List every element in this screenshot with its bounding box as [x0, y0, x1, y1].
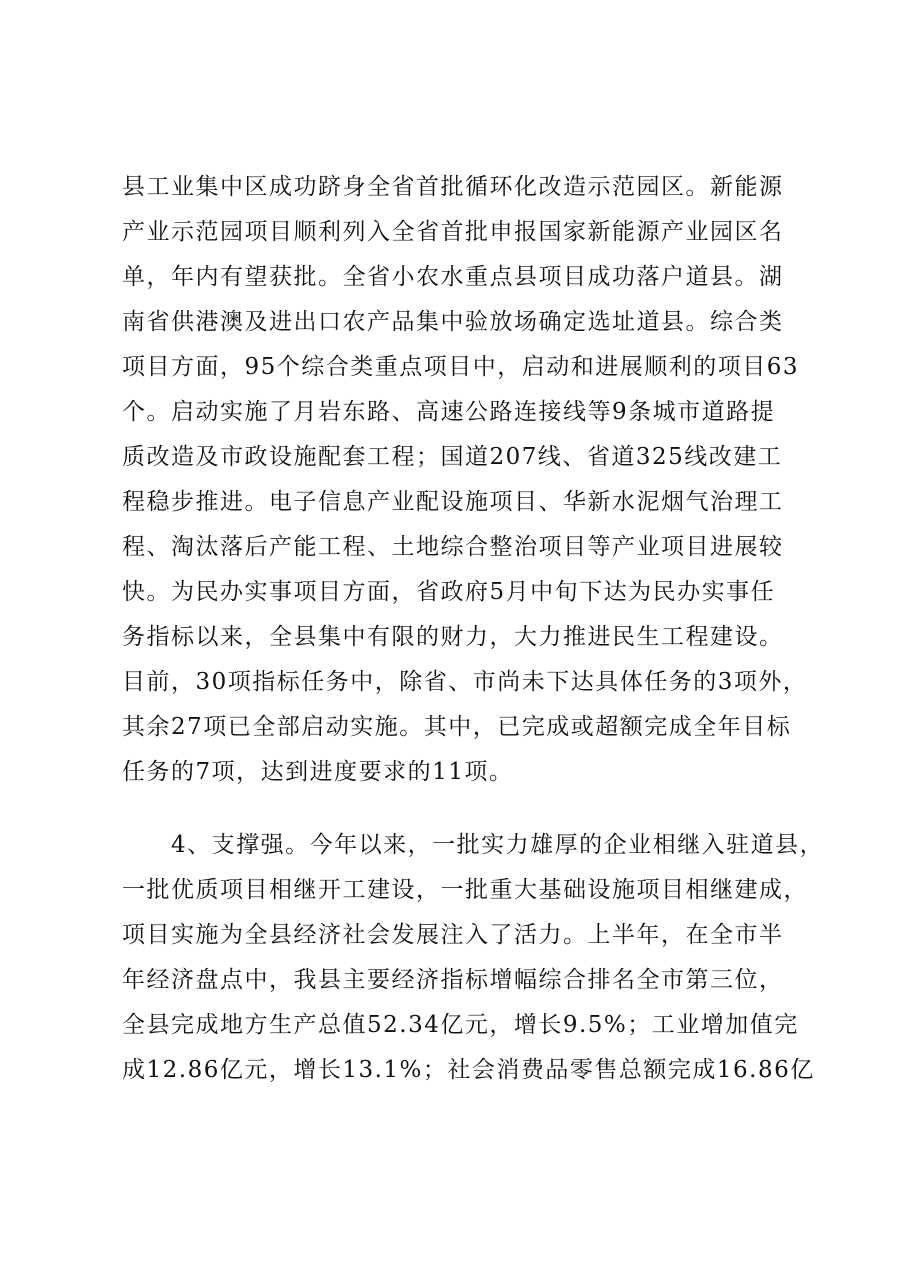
text-line: 程稳步推进。电子信息产业配设施项目、华新水泥烟气治理工: [122, 489, 784, 515]
text-line: 4、支撑强。今年以来，一批实力雄厚的企业相继入驻道县，: [122, 832, 825, 858]
text-line: 年经济盘点中，我县主要经济指标增幅综合排名全市第三位，: [122, 967, 784, 993]
text-line: 程、淘汰落后产能工程、土地综合整治项目等产业项目进展较: [122, 534, 784, 560]
text-line: 目前，30项指标任务中，除省、市尚未下达具体任务的3项外，: [122, 669, 808, 695]
text-line: 单，年内有望获批。全省小农水重点县项目成功落户道县。湖: [122, 264, 784, 290]
text-line: 务指标以来，全县集中有限的财力，大力推进民生工程建设。: [122, 624, 784, 650]
text-line: 任务的7项，达到进度要求的11项。: [122, 759, 514, 785]
text-line: 项目方面，95个综合类重点项目中，启动和进展顺利的项目63: [122, 354, 800, 380]
text-line: 产业示范园项目顺利列入全省首批申报国家新能源产业园区名: [122, 219, 784, 245]
text-line: 一批优质项目相继开工建设，一批重大基础设施项目相继建成，: [122, 877, 808, 903]
text-line: 其余27项已全部启动实施。其中，已完成或超额完成全年目标: [122, 714, 792, 740]
body-text: [122, 165, 825, 1093]
text-line: 全县完成地方生产总值52.34亿元，增长9.5%；工业增加值完: [122, 1012, 799, 1038]
text-line: 快。为民办实事项目方面，省政府5月中旬下达为民办实事任: [122, 579, 776, 605]
text-line: 成12.86亿元，增长13.1%；社会消费品零售总额完成16.86亿: [122, 1057, 815, 1083]
text-line: 个。启动实施了月岩东路、高速公路连接线等9条城市道路提: [122, 399, 776, 425]
text-line: 南省供港澳及进出口农产品集中验放场确定选址道县。综合类: [122, 309, 784, 335]
paragraph-gap: [122, 795, 802, 823]
paragraph-1: [122, 165, 808, 795]
paragraph-2: [122, 823, 825, 1093]
text-line: 项目实施为全县经济社会发展注入了活力。上半年，在全市半: [122, 922, 784, 948]
text-line: 县工业集中区成功跻身全省首批循环化改造示范园区。新能源: [122, 174, 784, 200]
text-line: 质改造及市政设施配套工程；国道207线、省道325线改建工: [122, 444, 783, 470]
